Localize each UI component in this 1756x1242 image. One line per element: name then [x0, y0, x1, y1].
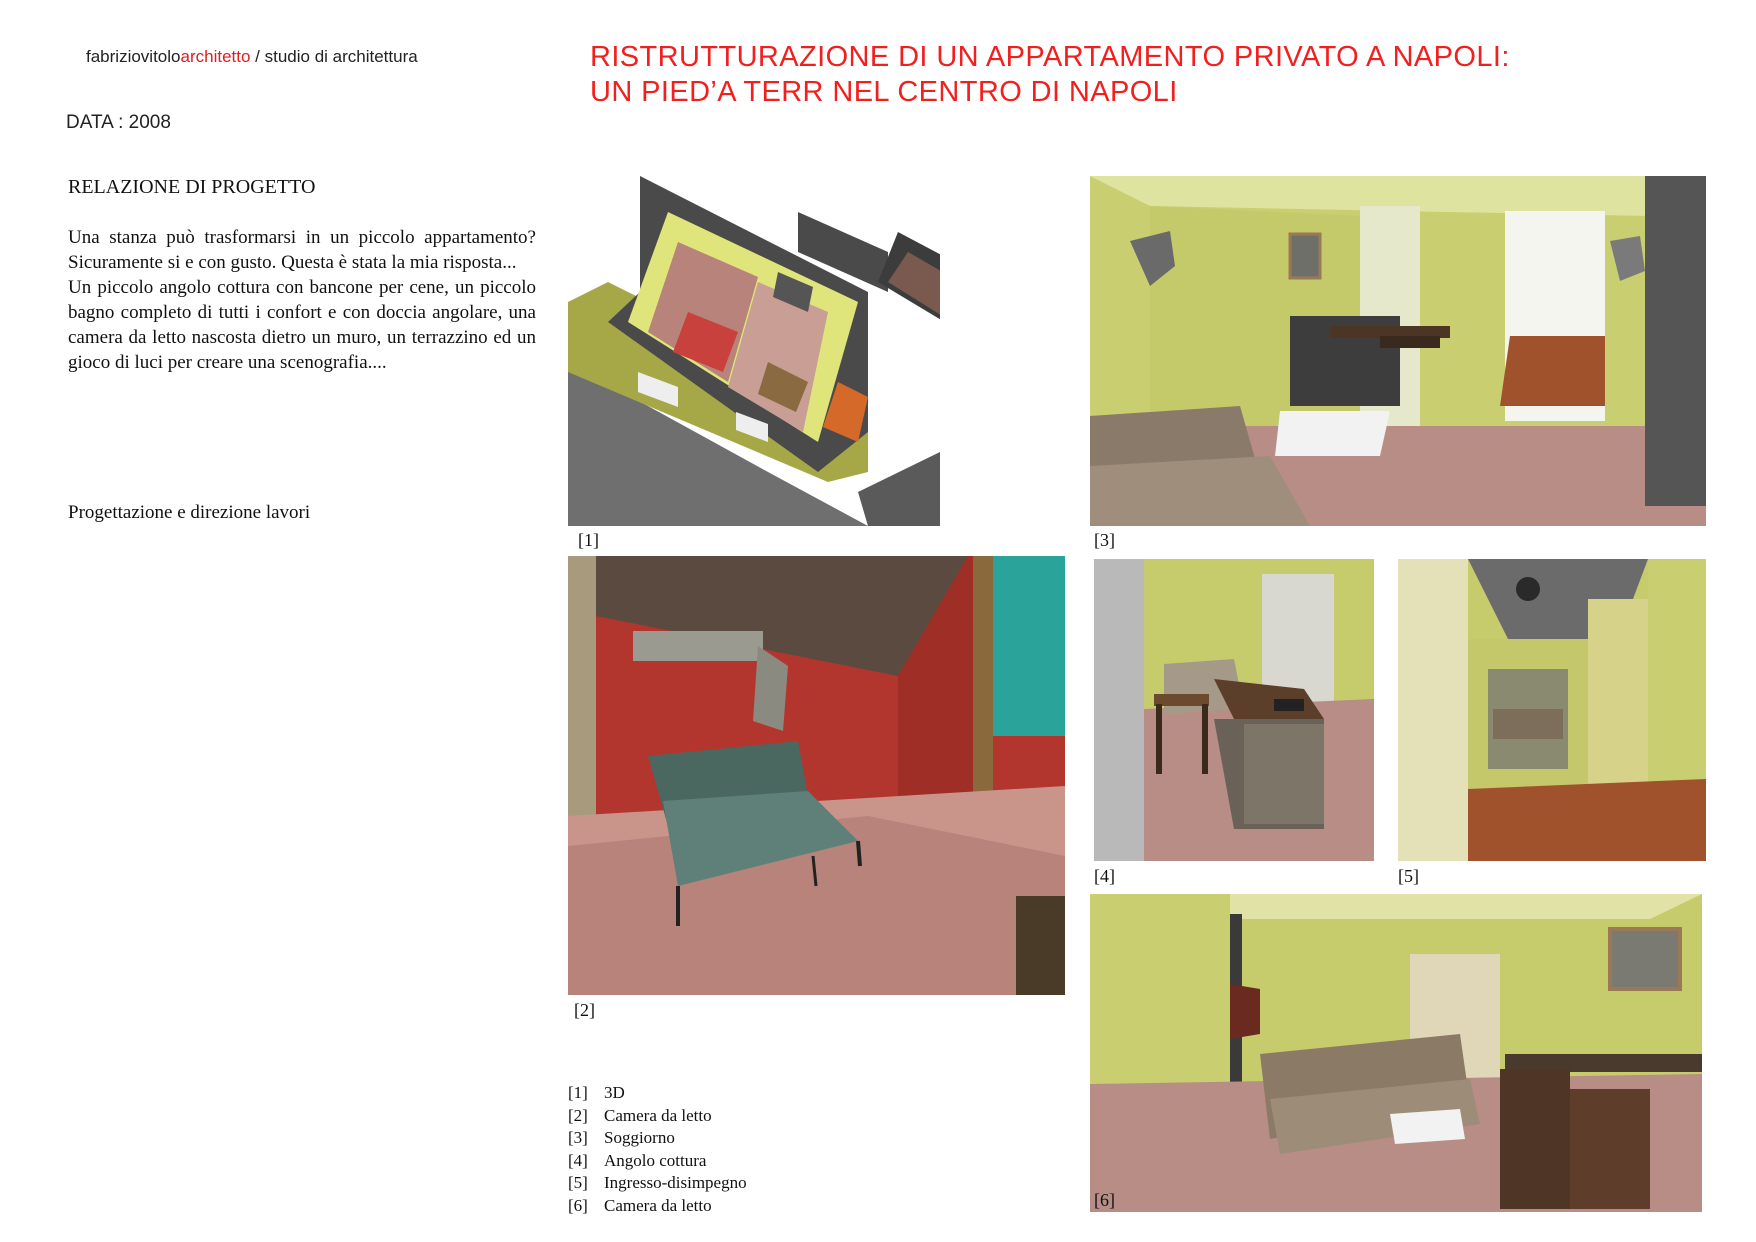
legend-row [568, 1082, 747, 1105]
report-credits: Progettazione e direzione lavori [68, 502, 311, 523]
figure-kitchen-corner [1094, 559, 1374, 861]
figure-living-sofa [1090, 894, 1702, 1212]
figure-bedroom [568, 556, 1065, 995]
title-line-1: RISTRUTTURAZIONE DI UN APPARTAMENTO PRIVATO A NAPOLI: [590, 41, 1510, 73]
brand-accent: architetto [180, 47, 251, 66]
legend-label: Soggiorno [604, 1128, 675, 1147]
caption-fig-6: [6] [1094, 1190, 1115, 1210]
figure-legend [568, 1082, 747, 1217]
project-title [590, 40, 1510, 110]
caption-fig-3: [3] [1094, 530, 1115, 550]
caption-fig-1: [1] [578, 530, 599, 550]
figure-living-room [1090, 176, 1706, 526]
report-paragraph-2: Un piccolo angolo cottura con bancone per cene, un piccolo bagno completo di tutti i confort e con doccia angolare, una camera da letto nascosta dietro un muro, un terrazzino ed un gioco di luci per creare una scenografia.... [68, 277, 536, 373]
project-date: DATA : 2008 [66, 112, 171, 133]
caption-fig-5: [5] [1398, 866, 1419, 886]
figure-entrance [1398, 559, 1706, 861]
figure-3d-axonometric [568, 172, 940, 526]
legend-row [568, 1195, 747, 1218]
legend-label: Camera da letto [604, 1105, 712, 1125]
legend-number: [1] [568, 1083, 588, 1102]
legend-row [568, 1150, 747, 1173]
legend-row [568, 1105, 747, 1128]
legend-number: [4] [568, 1150, 588, 1170]
brand-name: fabriziovitolo [86, 47, 181, 66]
title-line-2: UN PIED’A TERR NEL CENTRO DI NAPOLI [590, 76, 1178, 108]
legend-label: Ingresso-disimpegno [604, 1173, 747, 1192]
report-heading: RELAZIONE DI PROGETTO [68, 176, 316, 198]
legend-row [568, 1172, 747, 1195]
report-body [68, 225, 536, 375]
brand-suffix: / studio di architettura [250, 47, 418, 66]
legend-label: Camera da letto [604, 1195, 712, 1215]
legend-number: [3] [568, 1128, 588, 1147]
legend-number: [5] [568, 1173, 588, 1192]
caption-fig-2: [2] [574, 1000, 595, 1020]
legend-number: [6] [568, 1195, 588, 1215]
caption-fig-4: [4] [1094, 866, 1115, 886]
legend-label: Angolo cottura [604, 1150, 707, 1170]
report-paragraph-1: Una stanza può trasformarsi in un piccolo appartamento? Sicuramente si e con gusto. Questa è stata la mia risposta... [68, 227, 536, 273]
studio-brand [86, 47, 418, 67]
legend-row [568, 1127, 747, 1150]
legend-label: 3D [604, 1083, 625, 1102]
legend-number: [2] [568, 1105, 588, 1125]
